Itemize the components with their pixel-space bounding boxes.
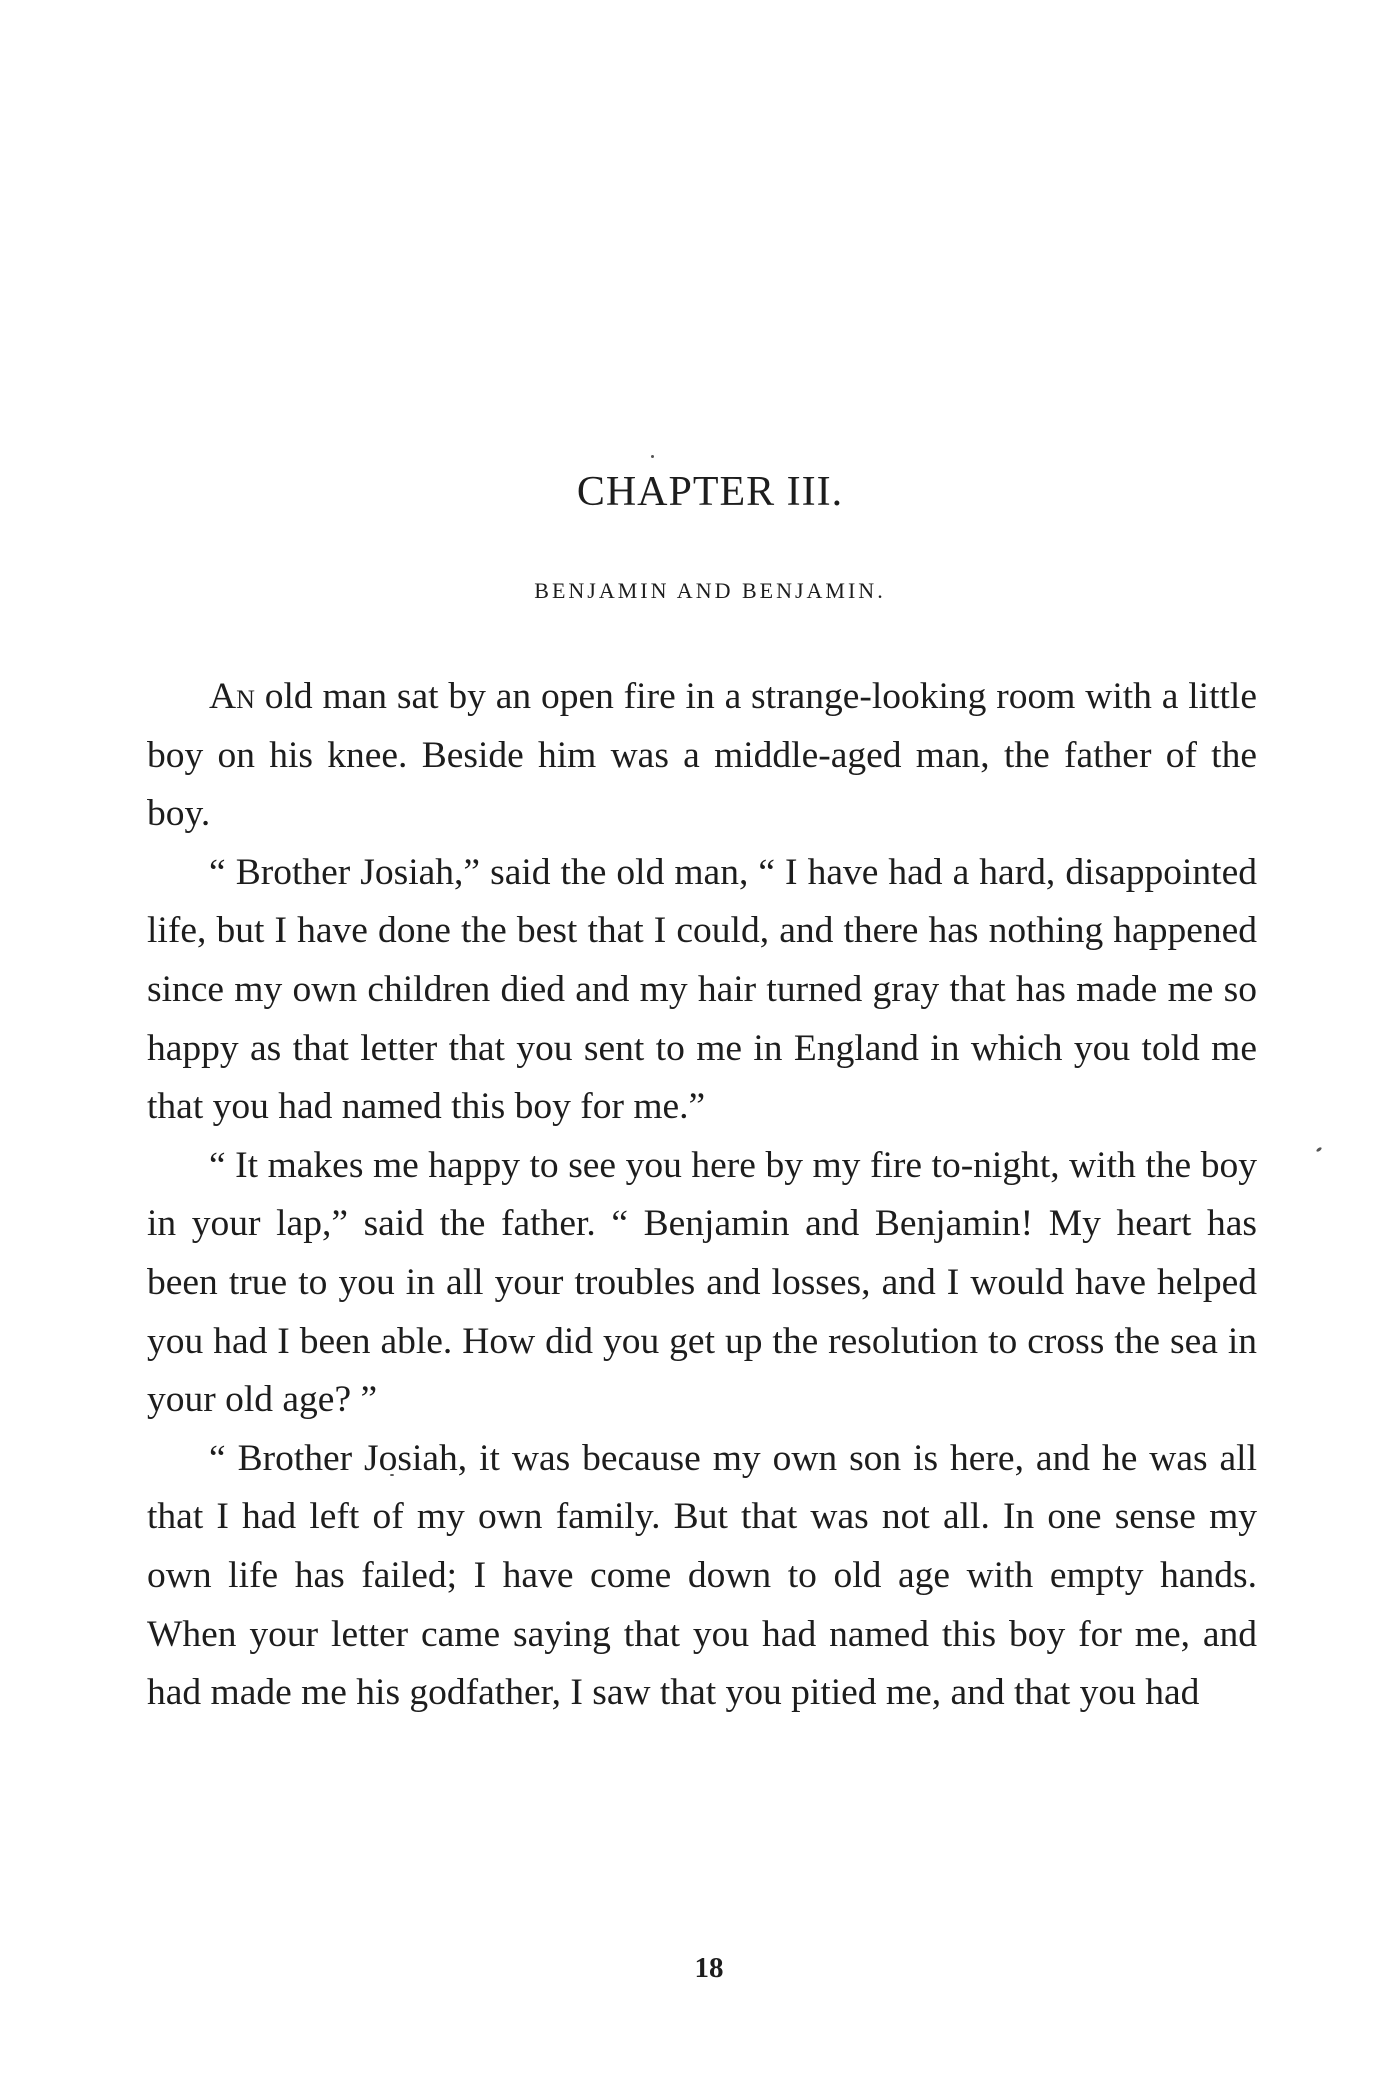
chapter-title: CHAPTER III. (576, 469, 844, 515)
drop-lead-word: An (209, 676, 255, 717)
paragraph (147, 668, 1257, 844)
print-speck (1316, 1147, 1323, 1153)
paragraph-text: old man sat by an open fire in a strange-looking room with a little boy on his knee. Beside him was a middle-aged man, the father of the boy. (147, 676, 1257, 835)
paragraph-text: “ Brother Josiah, it was because my own son is here, and he was all that I had left of my own family. But that was not all. In one sense my own life has failed; I have come down to old age with empty hands. When your letter came saying that you had named this boy for me, and had made me his godfather, I saw that you pitied me, and that you had (147, 1437, 1257, 1714)
page-number: 18 (694, 1952, 724, 1984)
chapter-subtitle: BENJAMIN AND BENJAMIN. (534, 578, 886, 603)
paragraph (147, 1137, 1257, 1430)
paragraph (147, 844, 1257, 1137)
paragraph-text: “ It makes me happy to see you here by my fire to-night, with the boy in your lap,” said the father. “ Benjamin and Benjamin! My heart has been true to you in all your troubles and losses, and I would have helped you had I been able. How did you get up the resolution to cross the sea in your old age? ” (147, 1144, 1257, 1421)
paragraph (147, 1430, 1257, 1723)
body-text (147, 668, 1257, 1723)
print-speck (651, 455, 654, 458)
paragraph-text: “ Brother Josiah,” said the old man, “ I have had a hard, disappointed life, but I have done the best that I could, and there has nothing happened since my own children died and my hair turned gray that has made me so happy as that letter that you sent to me in England in which you told me that you had named this boy for me.” (147, 851, 1257, 1128)
